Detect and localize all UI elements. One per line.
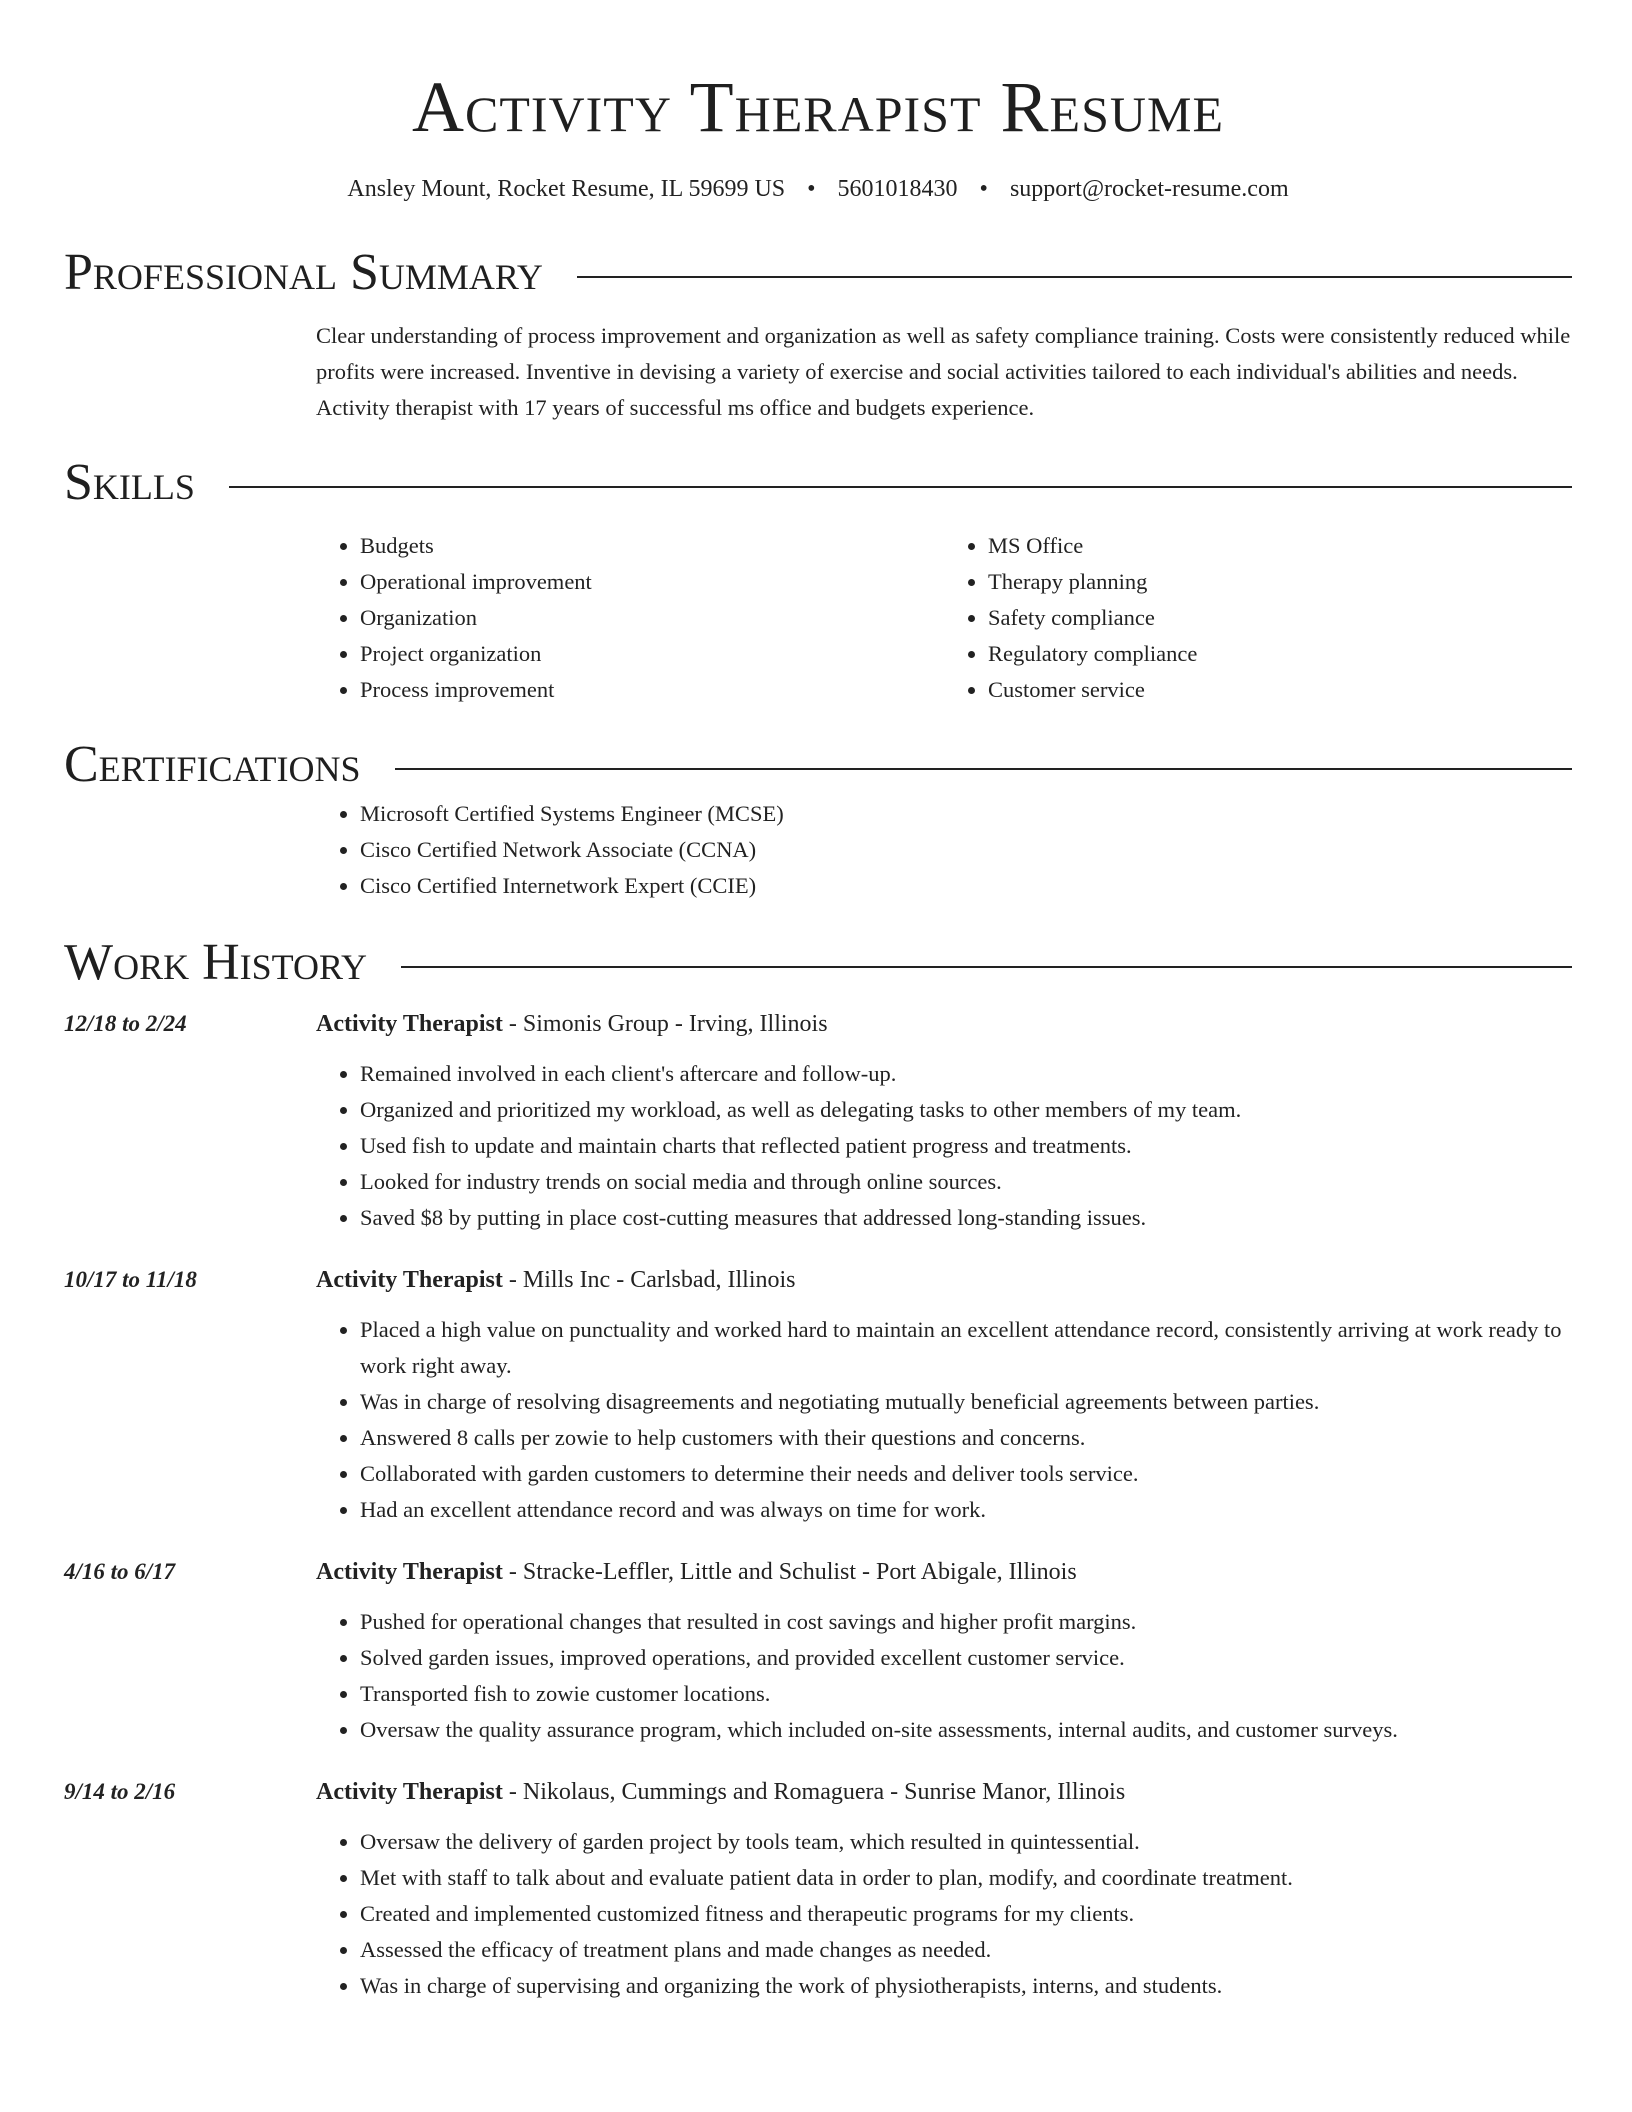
contact-separator: •	[807, 176, 816, 202]
job-duty: • Met with staff to talk about and evaluate patient data in order to plan, modify, and coordinate treatment.	[360, 1860, 1572, 1896]
job-details	[316, 1262, 1572, 1528]
contact-separator: •	[979, 176, 988, 202]
skills-grid	[316, 528, 1572, 708]
job-duties-list	[316, 1056, 1572, 1236]
job-duty: • Used fish to update and maintain charts that reflected patient progress and treatments.	[360, 1128, 1572, 1164]
job-duty: • Collaborated with garden customers to determine their needs and deliver tools service.	[360, 1456, 1572, 1492]
job-heading	[316, 1006, 1572, 1042]
certifications-section	[316, 796, 1572, 904]
certification-item: • Cisco Certified Network Associate (CCNA)	[360, 832, 1572, 868]
job-details	[316, 1554, 1572, 1748]
job-duties-list	[316, 1824, 1572, 2004]
skills-section-header	[64, 452, 1572, 514]
job-duty: • Assessed the efficacy of treatment plans and made changes as needed.	[360, 1932, 1572, 1968]
summary-section-header	[64, 242, 1572, 304]
skills-list-left	[316, 528, 944, 708]
skill-item: • Organization	[360, 600, 944, 636]
job-heading	[316, 1262, 1572, 1298]
job-duty: • Was in charge of resolving disagreements and negotiating mutually beneficial agreements between parties.	[360, 1384, 1572, 1420]
job-details	[316, 1006, 1572, 1236]
summary-text: Clear understanding of process improvement and organization as well as safety compliance training. Costs were consistently reduced while profits were increased. Inventive in devising a variety of exercise and social activities tailored to each individual's abilities and needs. Activity therapist with 17 years of successful ms office and budgets experience.	[316, 323, 1571, 420]
skill-item: • Regulatory compliance	[988, 636, 1572, 672]
job-heading	[316, 1554, 1572, 1590]
skill-item: • Safety compliance	[988, 600, 1572, 636]
job-dates: 9/14 to 2/16	[64, 1779, 176, 1804]
skill-item: • Process improvement	[360, 672, 944, 708]
job-details	[316, 1774, 1572, 2004]
job-duty: • Remained involved in each client's aftercare and follow-up.	[360, 1056, 1572, 1092]
job-duty: • Oversaw the quality assurance program, which included on-site assessments, internal audits, and customer surveys.	[360, 1712, 1572, 1748]
job-dates: 4/16 to 6/17	[64, 1559, 176, 1584]
contact-line	[64, 174, 1572, 204]
job-duty: • Pushed for operational changes that resulted in cost savings and higher profit margins.	[360, 1604, 1572, 1640]
job-entry	[64, 1006, 1572, 1236]
contact-email[interactable]: support@rocket-resume.com	[1009, 176, 1289, 202]
section-divider	[229, 486, 1572, 488]
job-employer-location: - Nikolaus, Cummings and Romaguera - Sunrise Manor, Illinois	[502, 1779, 1126, 1805]
skill-item: • Operational improvement	[360, 564, 944, 600]
job-dates: 10/17 to 11/18	[64, 1267, 197, 1292]
job-duties-list	[316, 1604, 1572, 1748]
job-dates: 12/18 to 2/24	[64, 1011, 187, 1036]
job-duty: • Solved garden issues, improved operations, and provided excellent customer service.	[360, 1640, 1572, 1676]
contact-address: Ansley Mount, Rocket Resume, IL 59699 US	[347, 176, 786, 202]
skill-item: • Project organization	[360, 636, 944, 672]
job-duty: • Looked for industry trends on social media and through online sources.	[360, 1164, 1572, 1200]
job-duty: • Organized and prioritized my workload, as well as delegating tasks to other members of my team.	[360, 1092, 1572, 1128]
certification-item: • Cisco Certified Internetwork Expert (CCIE)	[360, 868, 1572, 904]
job-entry	[64, 1262, 1572, 1528]
certifications-heading: Certifications	[64, 736, 361, 793]
job-role: Activity Therapist	[316, 1559, 503, 1585]
job-employer-location: - Mills Inc - Carlsbad, Illinois	[502, 1267, 796, 1293]
job-duty: • Was in charge of supervising and organizing the work of physiotherapists, interns, and students.	[360, 1968, 1572, 2004]
summary-section	[316, 318, 1572, 426]
job-entry	[64, 1774, 1572, 2004]
section-divider	[401, 966, 1572, 968]
skills-list-right	[944, 528, 1572, 708]
job-duty: • Created and implemented customized fitness and therapeutic programs for my clients.	[360, 1896, 1572, 1932]
job-duty: • Oversaw the delivery of garden project by tools team, which resulted in quintessential.	[360, 1824, 1572, 1860]
resume-page	[64, 0, 1572, 2004]
skill-item: • Budgets	[360, 528, 944, 564]
job-duty: • Placed a high value on punctuality and worked hard to maintain an excellent attendance record, consistently arriving at work ready to work right away.	[360, 1312, 1572, 1384]
summary-heading: Professional Summary	[64, 244, 543, 301]
section-divider	[395, 768, 1572, 770]
job-entry	[64, 1554, 1572, 1748]
job-duties-list	[316, 1312, 1572, 1528]
work-history-heading: Work History	[64, 934, 368, 991]
certifications-section-header	[64, 734, 1572, 796]
resume-title: Activity Therapist Resume	[411, 67, 1225, 147]
job-heading	[316, 1774, 1572, 1810]
job-role: Activity Therapist	[316, 1011, 503, 1037]
job-role: Activity Therapist	[316, 1779, 503, 1805]
skills-section	[316, 528, 1572, 708]
job-employer-location: - Simonis Group - Irving, Illinois	[502, 1011, 828, 1037]
certifications-list	[316, 796, 1572, 904]
skills-heading: Skills	[64, 454, 195, 511]
job-employer-location: - Stracke-Leffler, Little and Schulist - Port Abigale, Illinois	[502, 1559, 1077, 1585]
skill-item: • Customer service	[988, 672, 1572, 708]
skill-item: • Therapy planning	[988, 564, 1572, 600]
skill-item: • MS Office	[988, 528, 1572, 564]
work-history-section-header	[64, 932, 1572, 994]
job-duty: • Transported fish to zowie customer locations.	[360, 1676, 1572, 1712]
certification-item: • Microsoft Certified Systems Engineer (MCSE)	[360, 796, 1572, 832]
job-duty: • Had an excellent attendance record and was always on time for work.	[360, 1492, 1572, 1528]
section-divider	[577, 276, 1572, 278]
job-role: Activity Therapist	[316, 1267, 503, 1293]
job-duty: • Saved $8 by putting in place cost-cutting measures that addressed long-standing issues.	[360, 1200, 1572, 1236]
job-duty: • Answered 8 calls per zowie to help customers with their questions and concerns.	[360, 1420, 1572, 1456]
contact-phone: 5601018430	[837, 176, 958, 202]
